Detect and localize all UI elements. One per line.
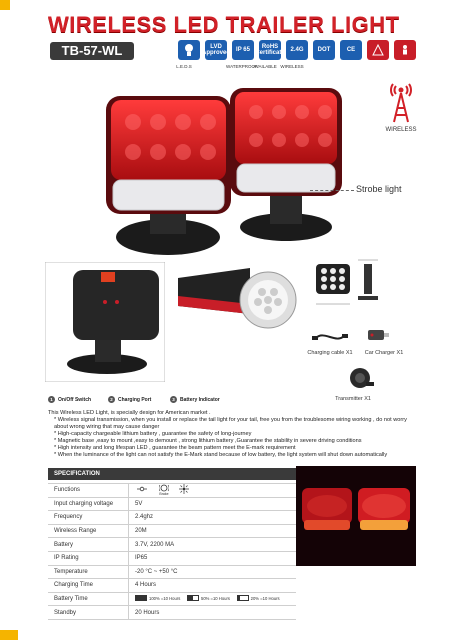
callout-label: Battery Indicator: [180, 396, 220, 403]
spec-value: [129, 592, 297, 606]
light-rear-view-image: [45, 262, 165, 382]
battery-level-text: 20% =10 Hours: [250, 595, 280, 601]
spec-value: [129, 484, 297, 498]
cert-label: WIRELESS: [280, 64, 304, 69]
feature-list: [48, 417, 420, 459]
cert-lvd-badge: LVD Approved: [205, 40, 227, 60]
battery-fill: [238, 596, 240, 600]
wireless-tower-icon: [388, 82, 414, 124]
charging-cable-image: [312, 328, 348, 346]
table-row: [48, 606, 296, 620]
table-row: [48, 484, 296, 498]
battery-fill: [136, 596, 146, 600]
spec-label: Charging Time: [48, 579, 129, 593]
spec-value: 3.7V, 2200 MA: [129, 538, 297, 552]
table-row: [48, 497, 296, 511]
spec-label: Standby: [48, 606, 129, 620]
callout-on-off-switch: [48, 396, 91, 403]
spec-value: -20 °C ~ +50 °C: [129, 565, 297, 579]
spec-label: IP Rating: [48, 551, 129, 565]
wireless-label: WIRELESS: [385, 127, 417, 133]
brake-icon: [159, 484, 169, 496]
strobe-icon: [179, 484, 189, 496]
car-charger-image: [366, 326, 390, 344]
product-description: [48, 410, 420, 459]
callout-label: On/Off Switch: [58, 396, 92, 403]
spec-label: Input charging voltage: [48, 497, 129, 511]
table-row: [48, 579, 296, 593]
spec-value: 20 Hours: [129, 606, 297, 620]
callout-number: 2: [108, 396, 115, 403]
spec-header: SPECIFICATION: [48, 468, 296, 480]
spec-label: Frequency: [48, 511, 129, 525]
cert-ce-badge: CE: [340, 40, 362, 60]
certification-labels: [172, 64, 304, 69]
spec-value: 5V: [129, 497, 297, 511]
table-row: [48, 511, 296, 525]
spec-label: Temperature: [48, 565, 129, 579]
certification-badges: [178, 40, 416, 60]
spec-table: [48, 483, 296, 620]
callout-number: 3: [170, 396, 177, 403]
spec-value: 4 Hours: [129, 579, 297, 593]
cert-label: AVAILABLE: [253, 64, 277, 69]
lights-on-photo: [296, 466, 416, 566]
spec-label: Battery: [48, 538, 129, 552]
light-side-view-image: [172, 258, 300, 338]
callout-number: 1: [48, 396, 55, 403]
model-badge: TB-57-WL: [50, 42, 134, 60]
spec-label: Wireless Range: [48, 524, 129, 538]
corner-accent-top: [0, 0, 10, 10]
page-title: WIRELESS LED TRAILER LIGHT: [48, 12, 400, 37]
spec-value: 2.4ghz: [129, 511, 297, 525]
cert-label: L.E.D.S: [176, 64, 192, 69]
cert-ip65-badge: IP 65: [232, 40, 254, 60]
list-item: * Wireless signal transmission, when you install or replace the tail light for your tail, free you from the troublesome wiring working , do not worry about wrong wiring that may cause danger: [54, 417, 420, 431]
person-icon: [394, 40, 416, 60]
battery-level-text: 100% =10 Hours: [149, 595, 181, 601]
strobe-pointer-line: [310, 190, 354, 192]
description-intro: This Wireless LED Light, is specially design for American market .: [48, 410, 211, 416]
spec-label: Functions: [48, 484, 129, 498]
table-row: [48, 538, 296, 552]
spec-label: Battery Time: [48, 592, 129, 606]
strobe-light-label: Strobe light: [356, 184, 402, 194]
battery-level: [237, 595, 280, 601]
battery-icon: [135, 595, 147, 601]
cert-label: [199, 64, 223, 69]
table-row: [48, 524, 296, 538]
cert-label: WATERPROOF: [226, 64, 258, 69]
trailer-lights-pair-image: [98, 82, 358, 282]
spec-value: IP65: [129, 551, 297, 565]
battery-level: [187, 595, 230, 601]
warning-icon: [367, 40, 389, 60]
charging-cable-label: Charging cable X1: [307, 350, 353, 356]
battery-icon: [237, 595, 249, 601]
list-item: * High-capacity chargeable lithium battery , guarantee the safety of long-journey: [54, 431, 420, 438]
corner-accent-bottom: [0, 630, 18, 640]
callout-charging-port: [108, 396, 151, 403]
brake-label: Brake: [159, 492, 169, 497]
battery-level: [135, 595, 180, 601]
led-icon: [178, 40, 200, 60]
car-charger-label: Car Charger X1: [364, 350, 404, 356]
table-row: [48, 551, 296, 565]
tail-light-icon: [135, 485, 149, 495]
battery-level-text: 50% =10 Hours: [200, 595, 230, 601]
battery-fill: [188, 596, 193, 600]
transmitter-image: [346, 364, 374, 392]
table-row: [48, 592, 296, 606]
transmitter-label: Transmitter X1: [335, 396, 371, 402]
table-row: [48, 565, 296, 579]
battery-icon: [187, 595, 199, 601]
cert-rohs-badge: RoHS Certificate: [259, 40, 281, 60]
spec-value: 20M: [129, 524, 297, 538]
cert-dot-badge: DOT: [313, 40, 335, 60]
callout-battery-indicator: [170, 396, 220, 403]
cert-2-4g-badge: 2.4G: [286, 40, 308, 60]
callout-label: Charging Port: [118, 396, 152, 403]
light-dimension-drawing-image: [312, 258, 382, 310]
list-item: * High intensity and long lifespan LED , guarantee the beam pattern meet the E-mark requirement: [54, 445, 420, 452]
list-item: * Magnetic base ,easy to mount ,easy to demount , strong lithium battery ,Guarantee the stability in severe driving conditions: [54, 438, 420, 445]
list-item: * When the luminance of the light can not satisfy the E-Mark stand because of low battery, the light system will shut down automatically: [54, 452, 420, 459]
